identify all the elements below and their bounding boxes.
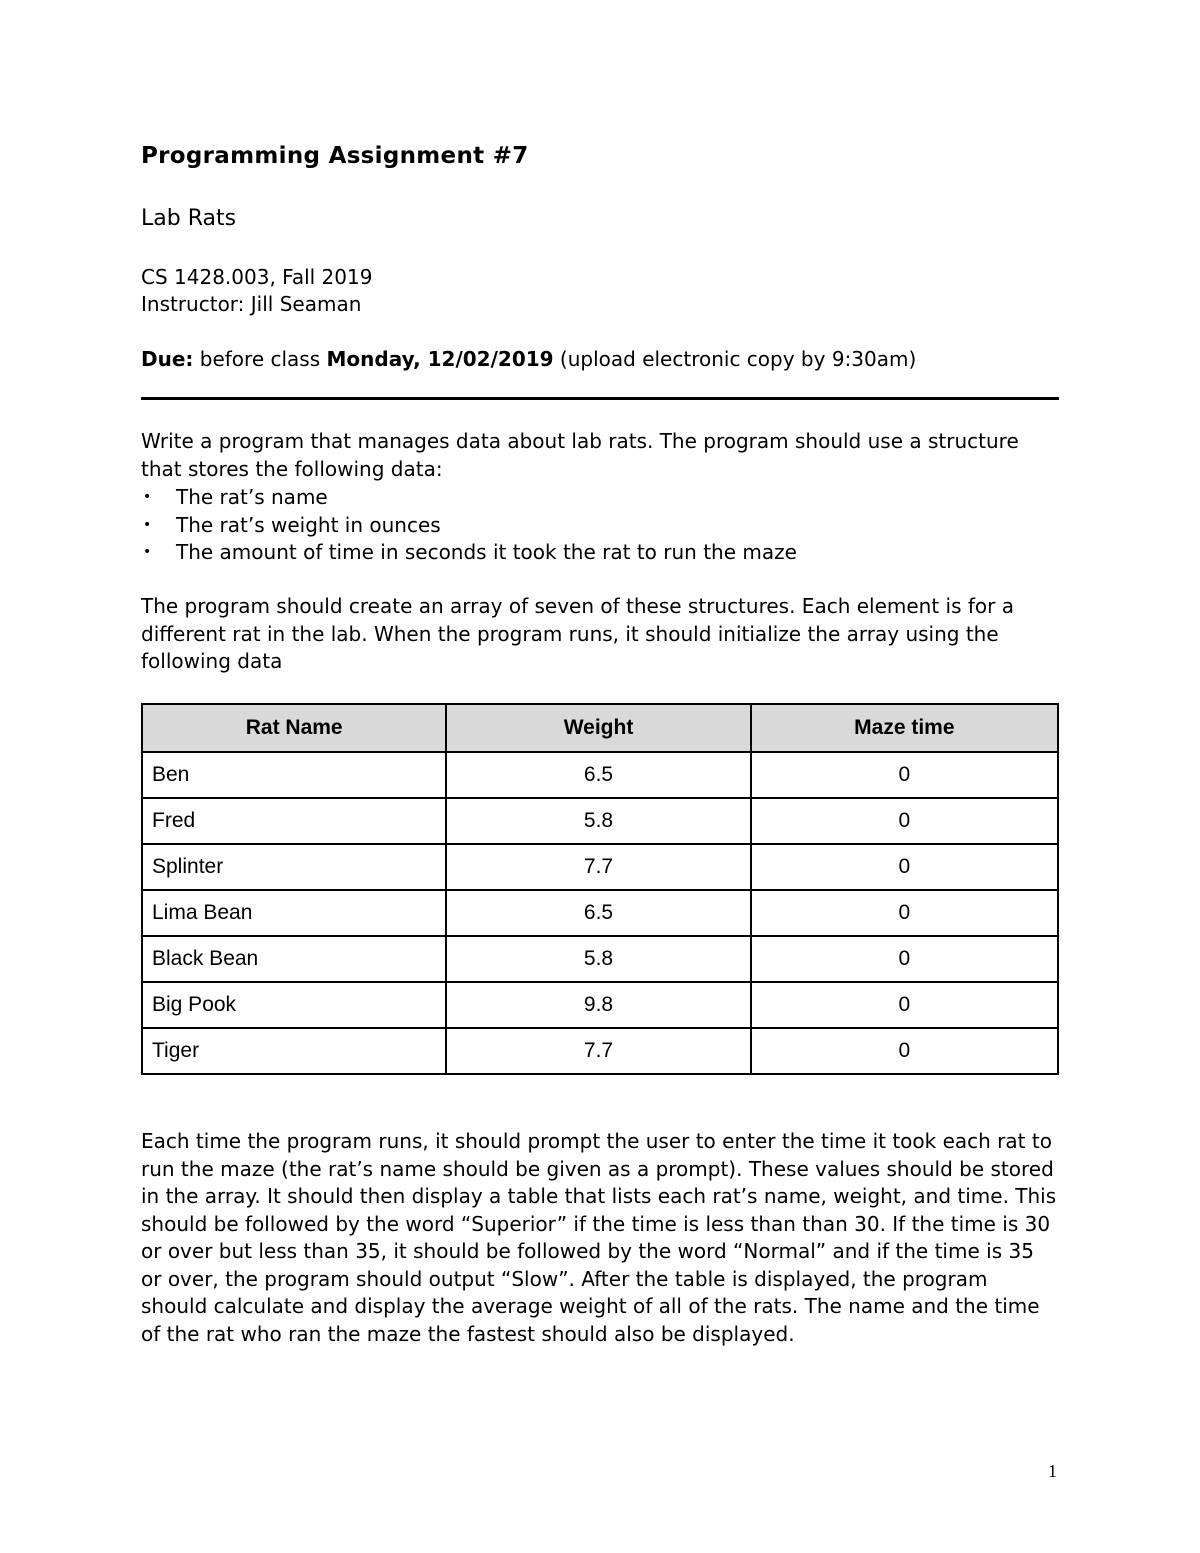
table-row — [142, 1028, 1058, 1074]
cell-maze-time: 0 — [751, 752, 1058, 798]
cell-maze-time: 0 — [751, 982, 1058, 1028]
cell-rat-name: Black Bean — [142, 936, 446, 982]
cell-maze-time: 0 — [751, 936, 1058, 982]
due-date: Monday, 12/02/2019 — [326, 347, 554, 371]
program-run-paragraph: Each time the program runs, it should prompt the user to enter the time it took each rat to run the maze (the rat’s name should be given as a prompt). These values should be stored in the array. It should then display a table that lists each rat’s name, weight, and time. This should be followed by the word “Superior” if the time is less than than 30. If the time is 30 or over but less than 35, it should be followed by the word “Normal” and if the time is 35 or over, the program should output “Slow”. After the table is displayed, the program should calculate and display the average weight of all of the rats. The name and the time of the rat who ran the maze the fastest should also be displayed. — [141, 1129, 1057, 1346]
list-item — [141, 512, 797, 540]
list-item-text: The rat’s name — [176, 485, 328, 509]
cell-rat-name: Splinter — [142, 844, 446, 890]
list-item — [141, 539, 797, 567]
cell-weight: 7.7 — [446, 1028, 750, 1074]
cell-rat-name: Big Pook — [142, 982, 446, 1028]
table-row — [142, 798, 1058, 844]
bullet-icon: • — [143, 544, 152, 560]
bullet-icon: • — [143, 489, 152, 505]
bullet-icon: • — [143, 516, 152, 533]
cell-weight: 6.5 — [446, 752, 750, 798]
cell-maze-time: 0 — [751, 798, 1058, 844]
table-row — [142, 936, 1058, 982]
cell-maze-time: 0 — [751, 844, 1058, 890]
header-weight: Weight — [446, 704, 750, 752]
due-pre: before class — [193, 347, 327, 371]
table-row — [142, 752, 1058, 798]
cell-maze-time: 0 — [751, 890, 1058, 936]
cell-weight: 5.8 — [446, 798, 750, 844]
data-fields-list — [141, 484, 797, 567]
assignment-subtitle: Lab Rats — [141, 206, 237, 231]
assignment-title: Programming Assignment #7 — [141, 143, 529, 169]
table-header-row — [142, 704, 1058, 752]
cell-rat-name: Tiger — [142, 1028, 446, 1074]
rat-data-table — [141, 703, 1059, 1075]
header-maze-time: Maze time — [751, 704, 1058, 752]
cell-rat-name: Fred — [142, 798, 446, 844]
due-label: Due: — [141, 347, 194, 371]
cell-rat-name: Ben — [142, 752, 446, 798]
horizontal-rule — [141, 397, 1059, 400]
table-row — [142, 982, 1058, 1028]
header-rat-name: Rat Name — [142, 704, 446, 752]
table-row — [142, 844, 1058, 890]
cell-maze-time: 0 — [751, 1028, 1058, 1074]
page-number: 1 — [1048, 1461, 1057, 1481]
intro-paragraph: Write a program that manages data about lab rats. The program should use a structure that stores the following data: — [141, 429, 1019, 481]
array-paragraph: The program should create an array of seven of these structures. Each element is for a different rat in the lab. When the program runs, it should initialize the array using the following data — [141, 594, 1014, 673]
cell-weight: 9.8 — [446, 982, 750, 1028]
table-row — [142, 890, 1058, 936]
list-item-text: The amount of time in seconds it took the rat to run the maze — [176, 540, 797, 564]
due-post: (upload electronic copy by 9:30am) — [553, 347, 917, 371]
cell-weight: 7.7 — [446, 844, 750, 890]
course-line: CS 1428.003, Fall 2019 — [141, 265, 373, 289]
due-line — [141, 347, 916, 371]
list-item-text: The rat’s weight in ounces — [176, 512, 441, 537]
instructor-line: Instructor: Jill Seaman — [141, 292, 362, 316]
cell-rat-name: Lima Bean — [142, 890, 446, 936]
cell-weight: 5.8 — [446, 936, 750, 982]
cell-weight: 6.5 — [446, 890, 750, 936]
list-item — [141, 484, 797, 512]
